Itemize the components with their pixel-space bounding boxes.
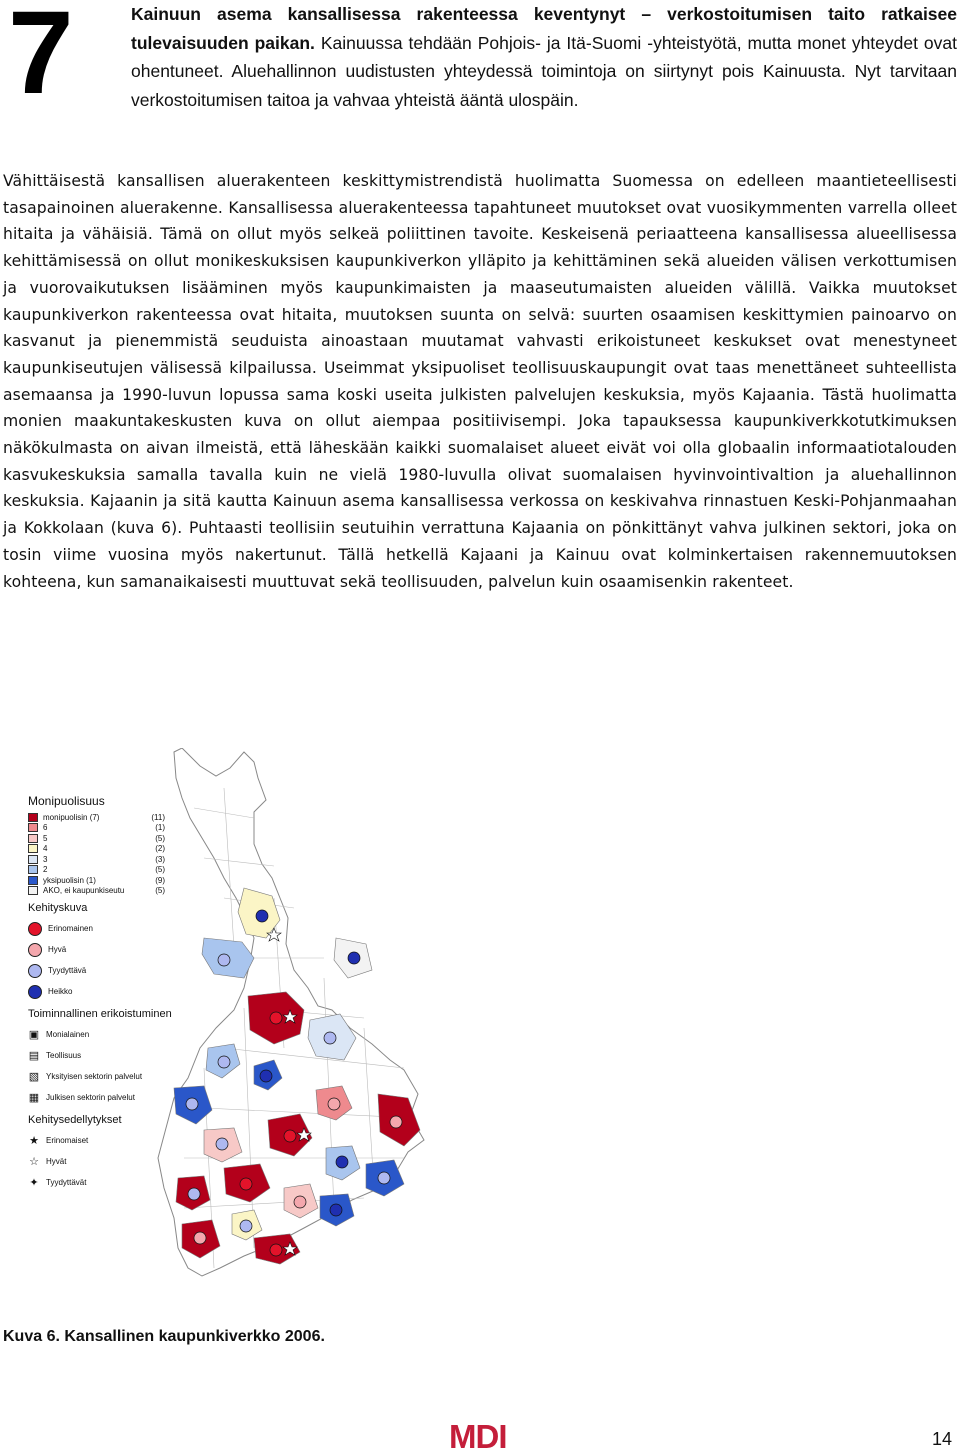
star-outline-icon: ☆: [29, 1156, 39, 1168]
legend-swatch: [28, 865, 38, 874]
city-marker: [330, 1204, 342, 1216]
legend-class-count: (1): [155, 823, 165, 833]
public-services-icon: ▦: [28, 1092, 40, 1104]
legend-prospects-label: Tyydyttävät: [46, 1178, 87, 1187]
legend-class-label: 3: [43, 854, 48, 864]
legend-development-label: Tyydyttävä: [48, 966, 87, 975]
legend-swatch: [28, 876, 38, 885]
city-marker: [186, 1098, 198, 1110]
city-marker: [240, 1220, 252, 1232]
city-marker: [270, 1244, 282, 1256]
city-marker: [216, 1138, 228, 1150]
chapter-number: 7: [8, 0, 74, 119]
legend-swatch: [28, 834, 38, 843]
legend-class-label: yksipuolisin (1): [43, 875, 96, 885]
city-marker: [218, 954, 230, 966]
intro-paragraph: [131, 0, 957, 114]
city-marker: [378, 1172, 390, 1184]
legend-specialization-label: Julkisen sektorin palvelut: [46, 1093, 135, 1102]
city-marker: [188, 1188, 200, 1200]
development-dot-icon: [28, 943, 42, 957]
city-marker: [240, 1178, 252, 1190]
legend-swatch: [28, 823, 38, 832]
city-marker: [270, 1012, 282, 1024]
figure: [24, 748, 444, 1288]
legend-swatch: [28, 813, 38, 822]
legend-class-label: 2: [43, 865, 48, 875]
page-number: 14: [932, 1429, 953, 1449]
legend-class-count: (3): [155, 854, 165, 864]
legend-class-count: (9): [155, 875, 165, 885]
legend-class-count: (11): [151, 812, 165, 822]
development-dot-icon: [28, 922, 42, 936]
intro-rest: Kainuussa tehdään Pohjois- ja Itä-Suomi -yhteistyötä, mutta monet yhteydet ovat ohentuneet. Aluehallinnon uudistusten yhteydessä toimintoja on siirtynyt pois Kainuusta. Nyt tarvitaan verkostoitumisen taitoa ja vahvaa yhteistä ääntä ulospäin.: [131, 32, 957, 110]
city-marker: [256, 910, 268, 922]
city-marker: [194, 1232, 206, 1244]
mdi-logo: MDI: [449, 1418, 507, 1455]
legend-swatch: [28, 855, 38, 864]
legend-title: Monipuolisuus: [28, 794, 105, 808]
legend-prospects-title: Kehitysedellytykset: [28, 1114, 122, 1126]
city-marker: [218, 1056, 230, 1068]
star-small-icon: ✦: [29, 1177, 39, 1189]
city-marker: [336, 1156, 348, 1168]
private-services-icon: ▧: [28, 1071, 40, 1083]
legend-class-label: 6: [43, 823, 48, 833]
factory-icon: ▤: [28, 1050, 40, 1062]
legend-specialization-title: Toiminnallinen erikoistuminen: [28, 1008, 172, 1020]
legend-development-label: Heikko: [48, 987, 73, 996]
city-marker: [284, 1130, 296, 1142]
legend-development-label: Erinomainen: [48, 924, 93, 933]
city-marker: [294, 1196, 306, 1208]
city-marker: [348, 952, 360, 964]
development-dot-icon: [28, 985, 42, 999]
legend-class-count: (5): [155, 833, 165, 843]
legend-specialization-label: Yksityisen sektorin palvelut: [46, 1072, 143, 1081]
star-filled-icon: ★: [29, 1135, 39, 1147]
city-marker: [328, 1098, 340, 1110]
legend-development-title: Kehityskuva: [28, 902, 88, 914]
city-marker: [260, 1070, 272, 1082]
legend-prospects-label: Hyvät: [46, 1157, 67, 1166]
legend-specialization-label: Teollisuus: [46, 1051, 82, 1060]
figure-caption: Kuva 6. Kansallinen kaupunkiverkko 2006.: [3, 1328, 325, 1345]
legend-specialization-label: Monialainen: [46, 1030, 90, 1039]
legend-class-label: monipuolisin (7): [43, 812, 100, 822]
finland-city-network-map: [104, 748, 444, 1288]
city-marker: [324, 1032, 336, 1044]
legend-class-label: AKO, ei kaupunkiseutu: [43, 886, 125, 896]
legend-swatch: [28, 886, 38, 895]
legend-class-count: (5): [155, 886, 165, 896]
legend-class-count: (5): [155, 865, 165, 875]
legend-development-label: Hyvä: [48, 945, 67, 954]
body-paragraph: Vähittäisestä kansallisen aluerakenteen keskittymistrendistä huolimatta Suomessa on edelleen maantieteellisesti tasapainoinen aluerakenne. Kansallisessa aluerakenteessa tapahtuneet muutokset ovat vuosikymmenten varrella olleet hitaita ja vähäisiä. Tämä on ollut myös selkeä poliittinen tavoite. Keskeisenä periaatteena kansallisessa alueellisessa kehittämisessä on ollut monikeskuksisen kaupunkiverkon ylläpito ja kehittäminen sekä alueiden välisen verkottumisen ja vuorovaikutuksen lisääminen myös kaupunkimaisten ja maaseutumaisten alueiden välillä. Vaikka muutokset kaupunkiverkon rakenteessa ovat hitaita, muutoksen suunta on selvä: suurten osaamisen keskittymien painoarvo on kasvanut ja pienemmistä seuduista ainoastaan muutamat vahvasti erikoistuneet keskukset ovat menestyneet kaupunkiseutujen välisessä kilpailussa. Useimmat yksipuoliset teollisuuskaupungit ovat taas menettäneet suhteellista asemaansa ja 1990-luvun lopussa sama koski useita julkisten palvelujen keskuksia, myös Kajaania. Tästä huolimatta monien maakuntakeskusten kuva on ollut aiempaa positiivisempi. Joka tapauksessa kaupunkiverkkotutkimuksen näkökulmasta on aivan ilmeistä, että läheskään kaikki suomalaiset alueet eivät voi olla globaalin informaatiotalouden kasvukeskuksia samalla tavalla kuin ne vielä 1980-luvulla olivat suomalaisen hyvinvointivaltion ja aluehallinnon keskuksia. Kajaanin ja sitä kautta Kainuun asema kansallisessa verkossa on keskivahva rinnastuen Keski-Pohjanmaahan ja Kokkolaan (kuva 6). Puhtaasti teollisiin seutuihin verrattuna Kajaania on pönkittänyt vahva julkinen sektori, joka on tosin viime vuosina myös nakertunut. Tällä hetkellä Kajaani ja Kainuu ovat kolminkertaisen rakennemuutoksen kohteena, kun samanaikaisesti muuttuvat sekä teollisuuden, palvelun kuin osaamisenkin rakenteet.: [3, 172, 957, 591]
legend-prospects-label: Erinomaiset: [46, 1136, 89, 1145]
development-dot-icon: [28, 964, 42, 978]
legend-class-label: 4: [43, 844, 48, 854]
legend-swatch: [28, 844, 38, 853]
legend-class-count: (2): [155, 844, 165, 854]
city-marker: [390, 1116, 402, 1128]
multi-sector-icon: ▣: [28, 1029, 40, 1041]
legend-class-label: 5: [43, 833, 48, 843]
intro-lead: Kainuun asema kansallisessa rakenteessa keventynyt – verkostoitumisen taito ratkaisee tulevaisuuden paikan.: [131, 4, 957, 53]
